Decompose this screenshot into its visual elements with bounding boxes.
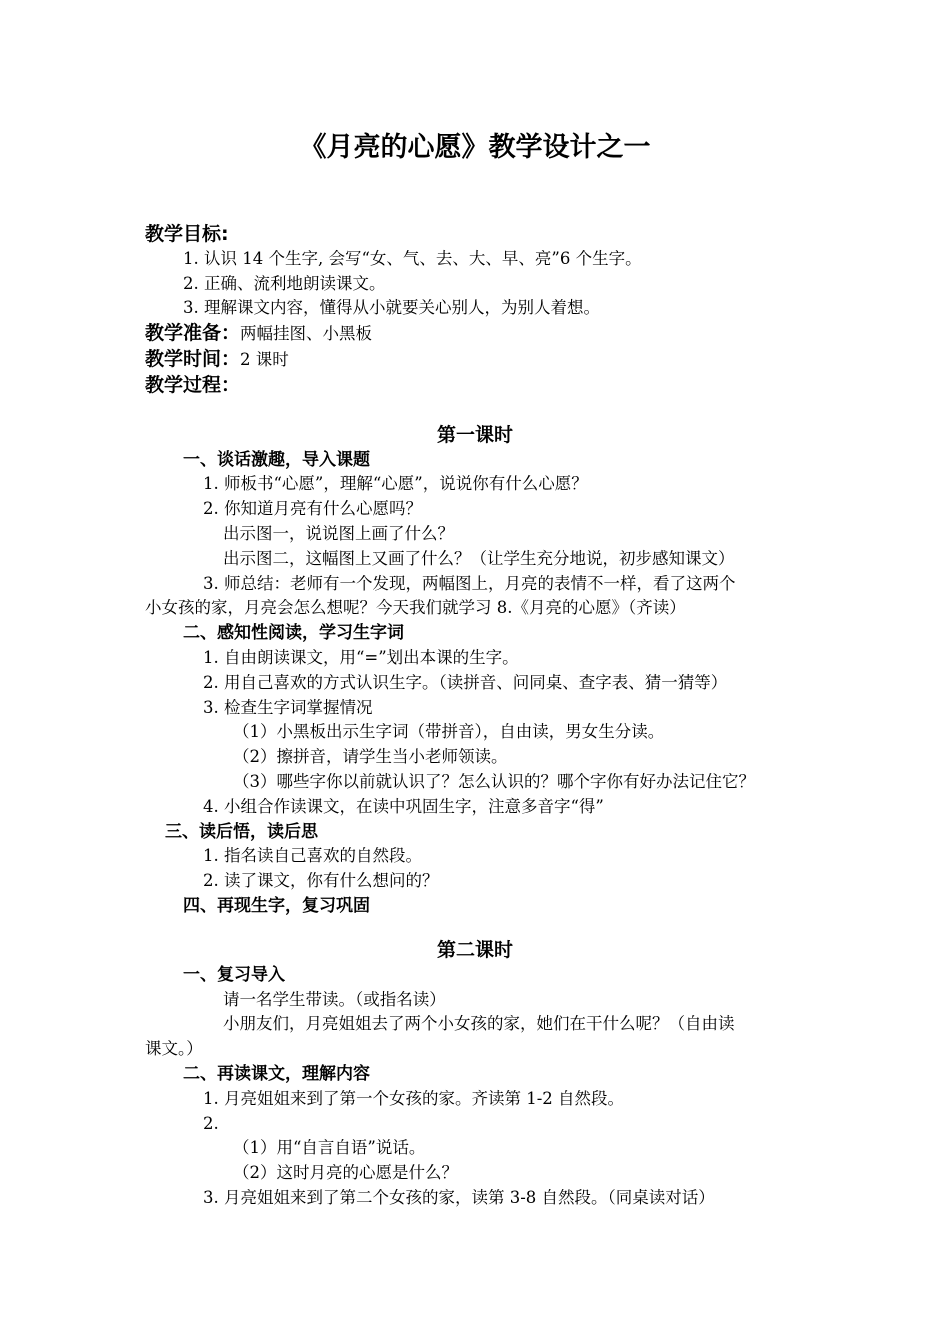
objective-item: 3. 理解课文内容，懂得从小就要关心别人，为别人着想。 xyxy=(183,298,600,318)
section-heading: 四、再现生字，复习巩固 xyxy=(183,895,370,916)
list-item: 4. 小组合作读课文，在读中巩固生字，注意多音字“得” xyxy=(203,796,604,816)
prep-value: 两幅挂图、小黑板 xyxy=(240,324,373,344)
list-item: 2. 你知道月亮有什么心愿吗？ xyxy=(203,499,422,519)
document-body xyxy=(145,222,825,1211)
paragraph-continued: 课文。） xyxy=(145,1039,203,1059)
lesson1-title: 第一课时 xyxy=(436,423,513,446)
list-subitem: （2）擦拼音，请学生当小老师领读。 xyxy=(233,747,508,767)
prep-label: 教学准备： xyxy=(145,322,241,345)
prep-line xyxy=(145,321,825,347)
list-subitem: 出示图二，这幅图上又画了什么？（让学生充分地说，初步感知课文） xyxy=(223,548,735,568)
list-item: 3. 师总结：老师有一个发现，两幅图上，月亮的表情不一样，看了这两个 xyxy=(203,573,736,593)
section-heading: 三、读后悟，读后思 xyxy=(165,821,318,842)
paragraph: 请一名学生带读。（或指名读） xyxy=(223,989,446,1009)
section-heading: 二、感知性阅读，学习生字词 xyxy=(183,623,404,644)
time-value: 2 课时 xyxy=(240,349,289,369)
list-subitem: （1）用“自言自语”说话。 xyxy=(233,1138,426,1158)
paragraph: 小朋友们，月亮姐姐去了两个小女孩的家，她们在干什么呢？（自由读 xyxy=(223,1014,735,1034)
list-item: 3. 月亮姐姐来到了第二个女孩的家，读第 3-8 自然段。（同桌读对话） xyxy=(203,1187,715,1207)
lesson2-title: 第二课时 xyxy=(436,938,513,961)
objective-item: 2. 正确、流利地朗读课文。 xyxy=(183,273,386,293)
objectives-heading: 教学目标: xyxy=(145,223,229,245)
list-item: 1. 自由朗读课文，用“=”划出本课的生字。 xyxy=(203,647,519,667)
section-heading: 一、谈话激趣，导入课题 xyxy=(183,449,370,470)
section-heading: 二、再读课文，理解内容 xyxy=(183,1063,370,1084)
list-item: 2. 用自己喜欢的方式认识生字。（读拼音、问同桌、查字表、猜一猜等） xyxy=(203,672,728,692)
time-label: 教学时间： xyxy=(145,347,241,370)
list-item: 1. 月亮姐姐来到了第一个女孩的家。齐读第 1-2 自然段。 xyxy=(203,1088,625,1108)
process-heading: 教学过程： xyxy=(145,373,241,396)
list-item: 2. xyxy=(203,1113,219,1133)
list-item: 3. 检查生字词掌握情况 xyxy=(203,697,373,717)
list-subitem: （1）小黑板出示生字词（带拼音），自由读，男女生分读。 xyxy=(233,722,665,742)
list-subitem: 出示图一，说说图上画了什么？ xyxy=(223,523,454,543)
list-item: 2. 读了课文，你有什么想问的？ xyxy=(203,871,439,891)
list-item: 1. 师板书“心愿”，理解“心愿”，说说你有什么心愿？ xyxy=(203,474,588,494)
list-subitem: （2）这时月亮的心愿是什么？ xyxy=(233,1163,458,1183)
list-item: 1. 指名读自己喜欢的自然段。 xyxy=(203,846,422,866)
section-heading: 一、复习导入 xyxy=(183,964,285,985)
document-title: 《月亮的心愿》教学设计之一 xyxy=(299,132,651,163)
time-line xyxy=(145,347,825,373)
objective-item: 1. 认识 14 个生字, 会写“女、气、去、大、早、亮”6 个生字。 xyxy=(183,248,642,268)
list-item-continued: 小女孩的家，月亮会怎么想呢？今天我们就学习 8.《月亮的心愿》（齐读） xyxy=(145,598,686,618)
list-subitem: （3）哪些字你以前就认识了？怎么认识的？哪个字你有好办法记住它？ xyxy=(233,771,755,791)
